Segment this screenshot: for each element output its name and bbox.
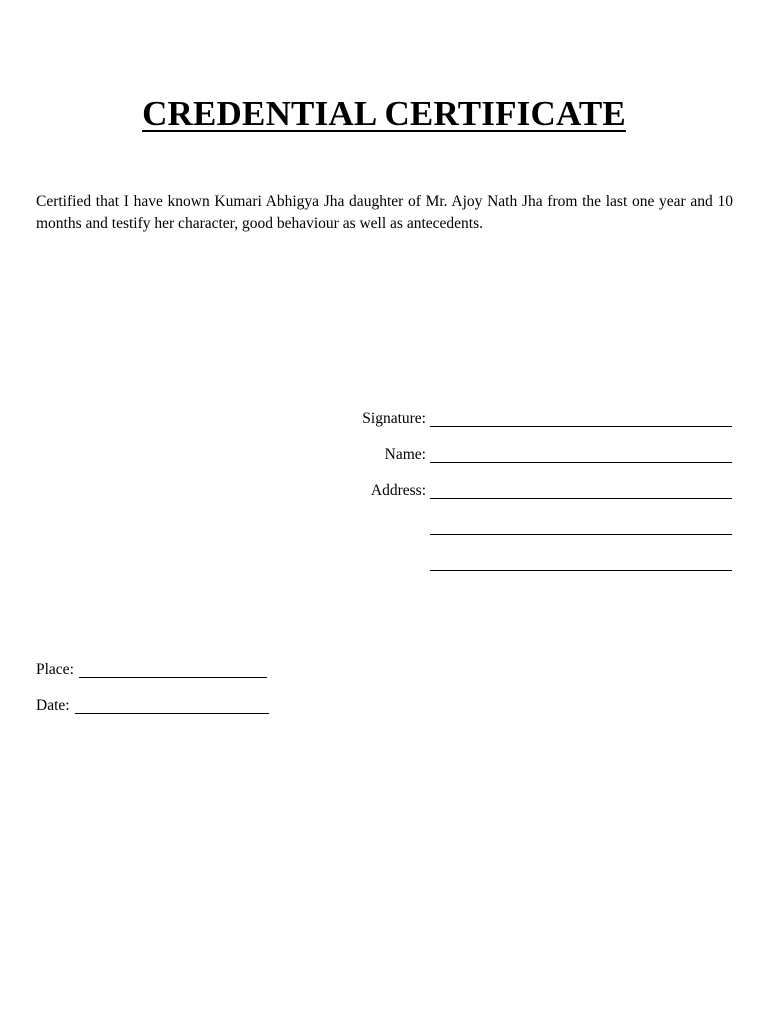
- name-label: Name:: [384, 446, 426, 463]
- date-label: Date:: [36, 697, 70, 714]
- address-label: Address:: [370, 482, 426, 499]
- signature-row: [312, 393, 732, 429]
- place-date-block: [36, 644, 269, 716]
- place-line: [79, 663, 267, 678]
- certificate-title: CREDENTIAL CERTIFICATE: [142, 94, 626, 133]
- date-line: [75, 699, 269, 714]
- address-row-2: [312, 501, 732, 537]
- date-row: [36, 680, 269, 716]
- signature-line: [430, 412, 732, 427]
- place-label: Place:: [36, 661, 74, 678]
- address-line-1: [430, 484, 732, 499]
- certificate-body: Certified that I have known Kumari Abhigya Jha daughter of Mr. Ajoy Nath Jha from the last one year and 10 months and testify her character, good behaviour as well as antecedents.: [36, 193, 733, 232]
- address-line-2: [430, 520, 732, 535]
- signature-label: Signature:: [362, 410, 426, 427]
- place-row: [36, 644, 269, 680]
- signature-block: [312, 393, 732, 573]
- address-row-3: [312, 537, 732, 573]
- name-line: [430, 448, 732, 463]
- name-row: [312, 429, 732, 465]
- address-row: [312, 465, 732, 501]
- address-line-3: [430, 556, 732, 571]
